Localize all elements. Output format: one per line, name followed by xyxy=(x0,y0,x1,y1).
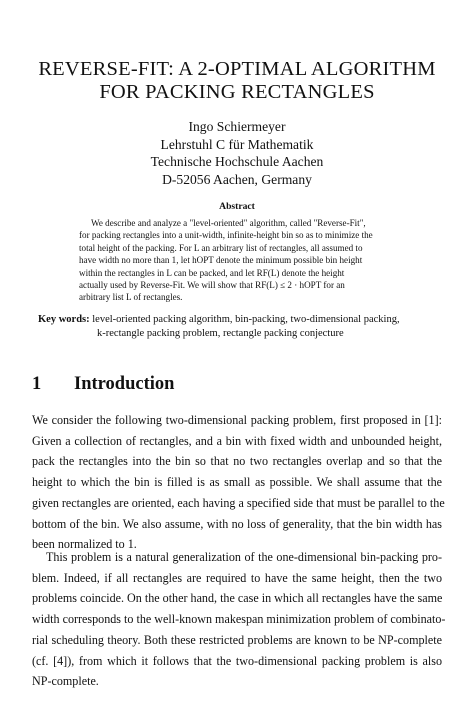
body-line: rial scheduling theory. Both these restricted problems are known to be NP-complete xyxy=(32,632,442,647)
abstract-line: within the rectangles in L can be packed, and let RF(L) denote the height xyxy=(79,267,345,278)
body-line: bottom of the bin. We also assume, with no loss of generality, that the bin width has xyxy=(32,516,442,531)
author-institution: Technische Hochschule Aachen xyxy=(150,154,324,169)
body-line: blem. Indeed, if all rectangles are required to have the same height, then the two xyxy=(32,570,442,585)
paragraph-1 xyxy=(32,410,445,555)
body-line: pack the rectangles into the bin so that no two rectangles overlap and so that the xyxy=(32,454,442,469)
title-line-2: FOR PACKING RECTANGLES xyxy=(99,81,375,103)
body-line: We consider the following two-dimensional packing problem, first proposed in [1]: xyxy=(32,413,442,427)
author-block xyxy=(0,118,474,188)
abstract-body xyxy=(79,217,409,304)
paper-title xyxy=(0,58,474,104)
body-line: This problem is a natural generalization of the one-dimensional bin-packing pro- xyxy=(46,550,442,564)
section-heading xyxy=(32,374,174,395)
keywords-line-1: level-oriented packing algorithm, bin-packing, two-dimensional packing, xyxy=(92,314,400,325)
body-line: height to which the bin is filled is as small as possible. We shall assume that the xyxy=(32,475,442,490)
keywords-line-2: k-rectangle packing problem, rectangle packing conjecture xyxy=(97,327,344,339)
abstract-line: actually used by Reverse-Fit. We will show that RF(L) ≤ 2 · hOPT for an xyxy=(79,280,345,291)
body-line: problems coincide. On the other hand, the case in which all rectangles have the same xyxy=(32,591,443,606)
author-name: Ingo Schiermeyer xyxy=(188,119,286,134)
body-line: been normalized to 1. xyxy=(32,537,137,552)
keywords-label: Key words: xyxy=(38,314,90,325)
section-number: 1 xyxy=(32,374,42,394)
abstract-heading: Abstract xyxy=(219,201,255,212)
keywords-block xyxy=(38,313,438,340)
body-line: given rectangles are oriented, each having a specified side that must be parallel to the xyxy=(32,495,445,510)
abstract-line: total height of the packing. For L an arbitrary list of rectangles, all assumed to xyxy=(79,242,363,253)
abstract-line: for packing rectangles into a unit-width, infinite-height bin so as to minimize the xyxy=(79,230,373,241)
author-department: Lehrstuhl C für Mathematik xyxy=(160,136,314,152)
body-line: NP-complete. xyxy=(32,674,99,689)
abstract-line: have width no more than 1, let hOPT denote the minimum possible bin height xyxy=(79,255,363,266)
title-line-1: REVERSE-FIT: A 2-OPTIMAL ALGORITHM xyxy=(38,58,436,80)
body-line: Given a collection of rectangles, and a bin with fixed width and unbounded height, xyxy=(32,433,442,448)
body-line: (cf. [4]), from which it follows that the two-dimensional packing problem is also xyxy=(32,653,442,668)
abstract-line: We describe and analyze a "level-oriented" algorithm, called "Reverse-Fit", xyxy=(91,218,366,228)
body-line: width corresponds to the well-known makespan minimization problem of combinato- xyxy=(32,612,446,627)
section-title: Introduction xyxy=(74,374,175,394)
paragraph-2 xyxy=(32,547,446,692)
author-address: D-52056 Aachen, Germany xyxy=(162,171,312,187)
abstract-line: arbitrary list L of rectangles. xyxy=(79,292,183,303)
